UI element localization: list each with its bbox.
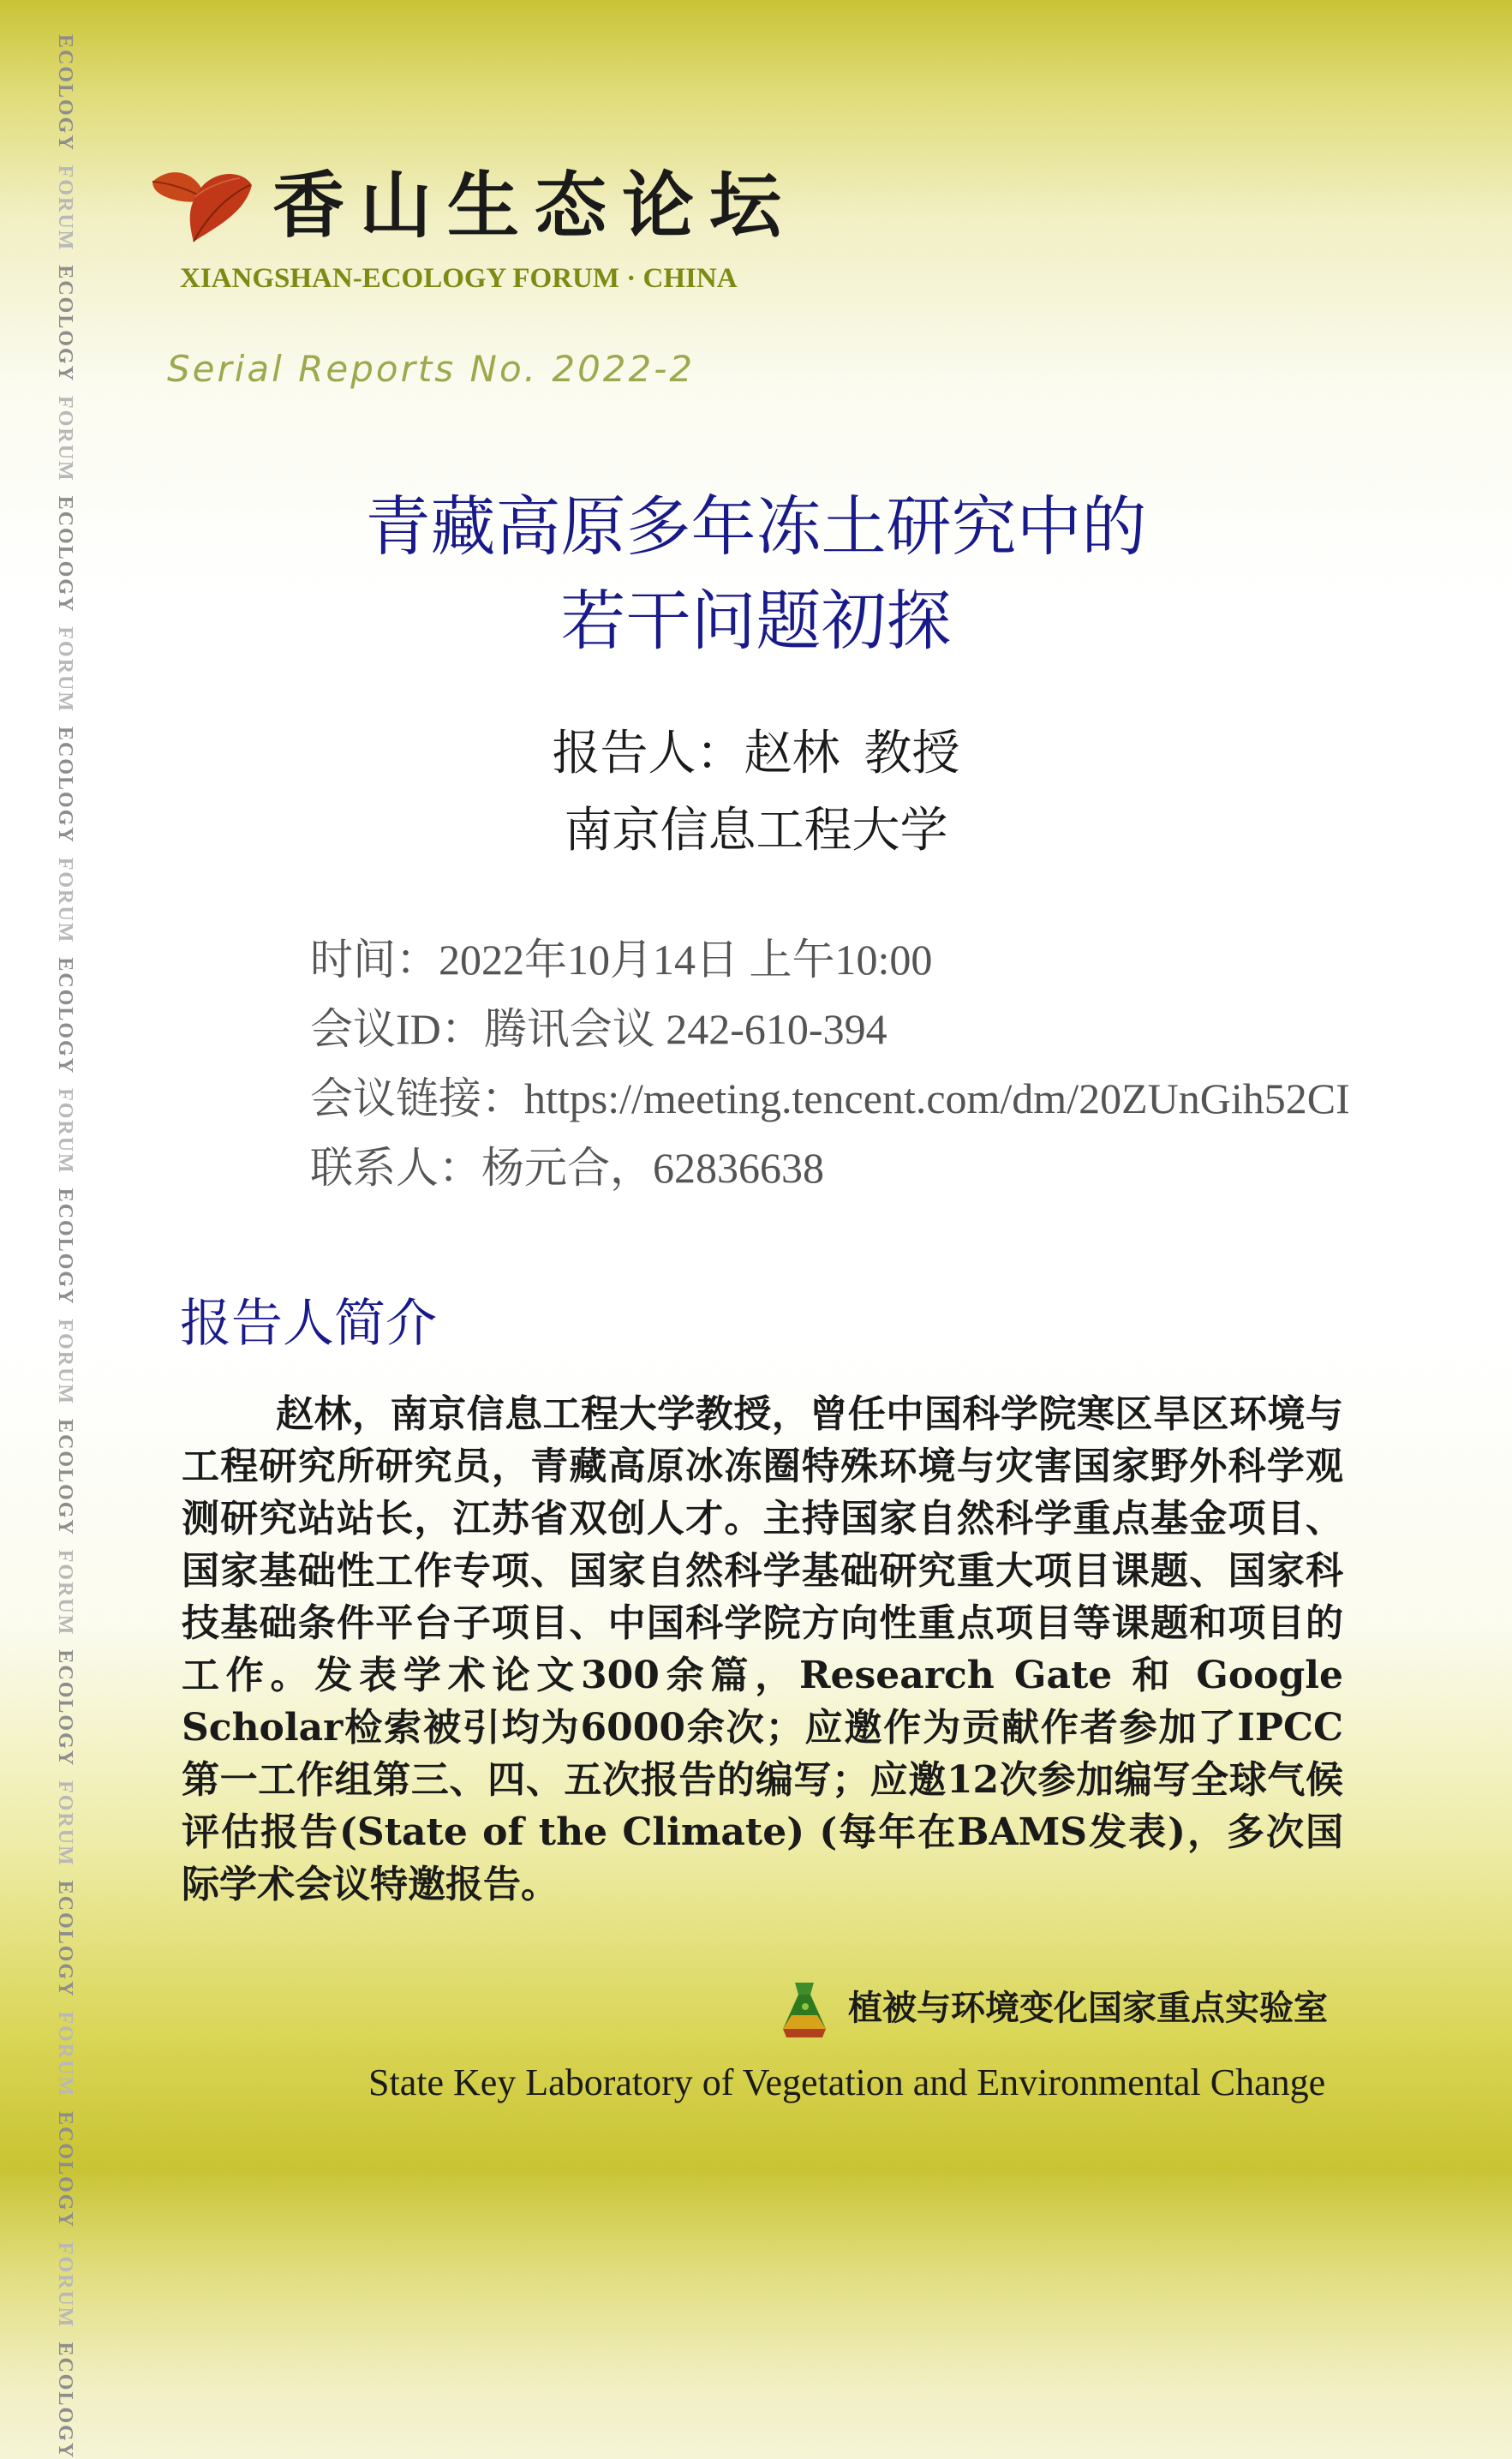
meeting-link-row (310, 1064, 1350, 1134)
side-word-forum: FORUM (54, 165, 76, 252)
lab-name-en: State Key Laboratory of Vegetation and Environmental Change (368, 2061, 1326, 2103)
meeting-info (310, 925, 1350, 1203)
lab-name-cn: 植被与环境变化国家重点实验室 (848, 1989, 1328, 2028)
side-word-forum: FORUM (54, 2241, 76, 2329)
side-word-ecology: ECOLOGY (54, 727, 76, 844)
time-label-1: 时 (310, 936, 353, 984)
time-label-2: 间： (353, 936, 439, 984)
side-word-ecology: ECOLOGY (54, 265, 76, 383)
leaf-icon (146, 163, 257, 248)
side-word-ecology: ECOLOGY (54, 1419, 76, 1536)
side-word-ecology: ECOLOGY (54, 495, 76, 613)
meeting-link-label: 会议链接： (310, 1074, 524, 1122)
meeting-id-label: 会议ID： (310, 1005, 484, 1053)
speaker-block (0, 715, 1512, 870)
serial-number: Serial Reports No. 2022-2 (167, 348, 696, 390)
side-word-forum: FORUM (54, 1319, 76, 1406)
report-title (0, 480, 1512, 668)
forum-title-cn: 香山生态论坛 (272, 163, 798, 248)
side-word-forum: FORUM (54, 1780, 76, 1867)
meeting-link[interactable]: https://meeting.tencent.com/dm/20ZUnGih52CI (524, 1074, 1350, 1122)
side-word-ecology: ECOLOGY (54, 2342, 76, 2459)
side-word-forum: FORUM (54, 1549, 76, 1636)
report-title-line1: 青藏高原多年冻土研究中的 (365, 488, 1147, 565)
side-word-forum: FORUM (54, 857, 76, 944)
bio-heading: 报告人简介 (180, 1294, 437, 1354)
contact-row (310, 1134, 1350, 1203)
meeting-id-row (310, 995, 1350, 1064)
side-word-ecology: ECOLOGY (54, 1188, 76, 1306)
side-word-ecology: ECOLOGY (54, 1649, 76, 1768)
time-value: 2022年10月14日 上午10:00 (439, 936, 933, 984)
side-word-forum: FORUM (54, 626, 76, 714)
speaker-name: 赵林 (744, 726, 840, 781)
speaker-rank: 教授 (864, 726, 960, 781)
side-word-forum: FORUM (54, 1088, 76, 1175)
speaker-line (0, 715, 1512, 793)
contact-value: 杨元合，62836638 (481, 1144, 824, 1192)
speaker-label: 报告人： (552, 726, 744, 781)
bio-text: 赵林，南京信息工程大学教授，曾任中国科学院寒区旱区环境与工程研究所研究员，青藏高原冰冻圈特殊环境与灾害国家野外科学观测研究站站长，江苏省双创人才。主持国家自然科学重点基金项目、国家基础性工作专项、国家自然科学基础研究重大项目课题、国家科技基础条件平台子项目、中国科学院方向性重点项目等课题和项目的工作。发表学术论文300余篇，Research Gate 和 Google Scholar检索被引均为6000余次；应邀作为贡献作者参加了IPCC第一工作组第三、四、五次报告的编写；应邀12次参加编写全球气候评估报告(State of the Climate) (每年在BAMS发表)，多次国际学术会议特邀报告。 (182, 1392, 1343, 1906)
side-word-ecology: ECOLOGY (54, 957, 76, 1075)
meeting-id-value: 腾讯会议 242-610-394 (483, 1005, 887, 1053)
side-word-forum: FORUM (54, 396, 76, 482)
side-decoration (51, 34, 79, 2459)
meeting-time-row (310, 925, 1350, 995)
contact-label: 联系人： (310, 1144, 481, 1192)
lab-flask-icon (780, 1981, 829, 2039)
report-title-line2: 若干问题初探 (560, 583, 952, 659)
speaker-affiliation: 南京信息工程大学 (564, 803, 948, 859)
side-word-ecology: ECOLOGY (54, 1880, 76, 1998)
side-word-ecology: ECOLOGY (54, 2111, 76, 2229)
side-word-forum: FORUM (54, 2011, 76, 2098)
forum-title-en: XIANGSHAN-ECOLOGY FORUM · CHINA (180, 263, 738, 294)
side-word-ecology: ECOLOGY (54, 34, 76, 152)
